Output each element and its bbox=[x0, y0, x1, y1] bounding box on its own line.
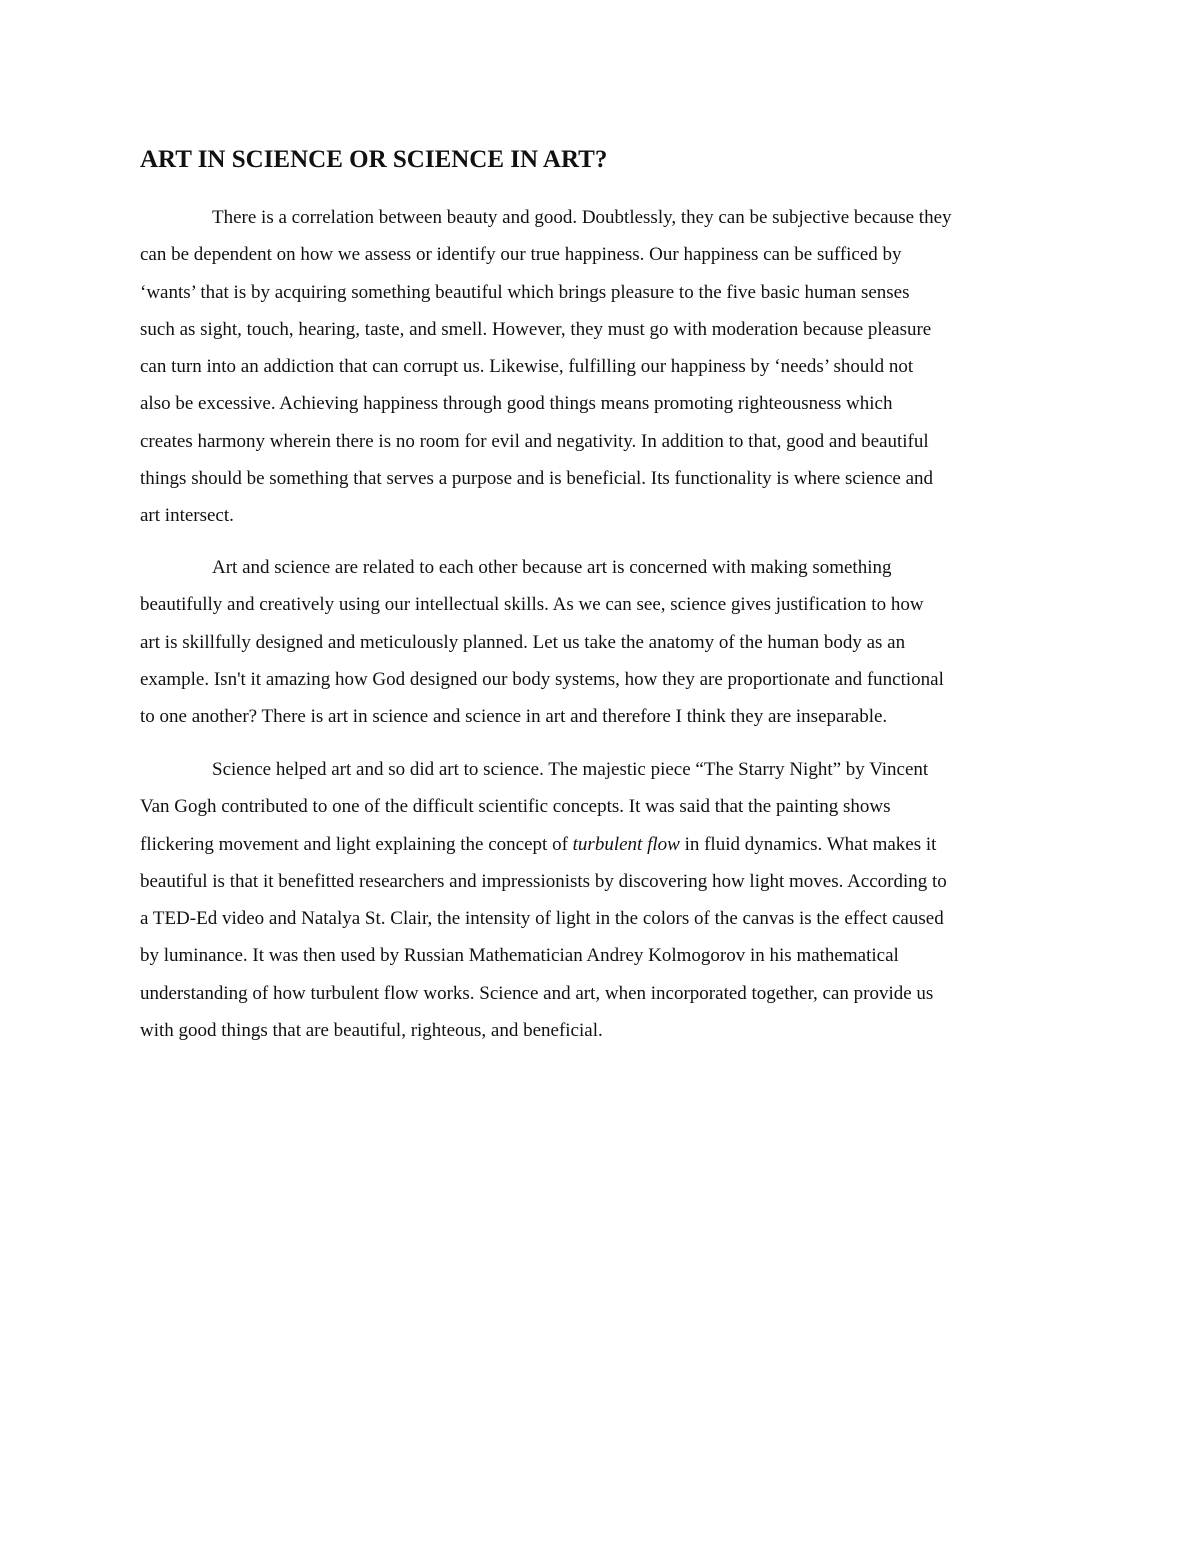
paragraph-line: such as sight, touch, hearing, taste, and smell. However, they must go with moderation because pleasure bbox=[140, 318, 932, 340]
paragraph-line: can turn into an addiction that can corrupt us. Likewise, fulfilling our happiness by ‘needs’ should not bbox=[140, 356, 914, 378]
paragraph-line: also be excessive. Achieving happiness through good things means promoting righteousness which bbox=[140, 393, 893, 415]
paragraph-line: by luminance. It was then used by Russian Mathematician Andrey Kolmogorov in his mathematical bbox=[140, 945, 899, 967]
paragraph-line: beautifully and creatively using our intellectual skills. As we can see, science gives justification to how bbox=[140, 594, 924, 616]
paragraph-line: Art and science are related to each other because art is concerned with making something bbox=[212, 557, 892, 578]
paragraph-line: beautiful is that it benefitted researchers and impressionists by discovering how light moves. According to bbox=[140, 870, 947, 892]
paragraph-line: a TED-Ed video and Natalya St. Clair, the intensity of light in the colors of the canvas is the effect caused bbox=[140, 908, 944, 930]
paragraph-line: There is a correlation between beauty and good. Doubtlessly, they can be subjective because they bbox=[212, 207, 952, 228]
paragraph-line: to one another? There is art in science and science in art and therefore I think they are inseparable. bbox=[140, 706, 888, 728]
paragraph-line: Van Gogh contributed to one of the difficult scientific concepts. It was said that the painting shows bbox=[140, 796, 891, 818]
paragraph-3 bbox=[140, 751, 1070, 1049]
paragraph-line: with good things that are beautiful, righteous, and beneficial. bbox=[140, 1020, 603, 1042]
paragraph-1 bbox=[140, 199, 1070, 535]
paragraph-line: Science helped art and so did art to science. The majestic piece “The Starry Night” by Vincent bbox=[212, 759, 929, 780]
line-text: in fluid dynamics. What makes it bbox=[679, 833, 937, 855]
emphasized-term: turbulent flow bbox=[572, 833, 680, 855]
paragraph-line: creates harmony wherein there is no room for evil and negativity. In addition to that, good and beautiful bbox=[140, 430, 929, 452]
paragraph-line: can be dependent on how we assess or identify our true happiness. Our happiness can be sufficed by bbox=[140, 244, 902, 266]
paragraph-line: understanding of how turbulent flow works. Science and art, when incorporated together, can provide us bbox=[140, 982, 934, 1004]
paragraph-line: art intersect. bbox=[140, 505, 234, 527]
paragraph-2 bbox=[140, 549, 1070, 735]
paragraph-line: things should be something that serves a purpose and is beneficial. Its functionality is where science and bbox=[140, 468, 934, 490]
paragraph-line: ‘wants’ that is by acquiring something beautiful which brings pleasure to the five basic human senses bbox=[140, 281, 910, 303]
paragraph-line: example. Isn't it amazing how God designed our body systems, how they are proportionate and functional bbox=[140, 668, 944, 690]
paragraph-line: art is skillfully designed and meticulously planned. Let us take the anatomy of the human body as an bbox=[140, 631, 906, 653]
paragraph-line-with-emphasis bbox=[140, 826, 1070, 863]
document-title: ART IN SCIENCE OR SCIENCE IN ART? bbox=[140, 146, 608, 173]
line-text: flickering movement and light explaining the concept of bbox=[140, 833, 573, 855]
